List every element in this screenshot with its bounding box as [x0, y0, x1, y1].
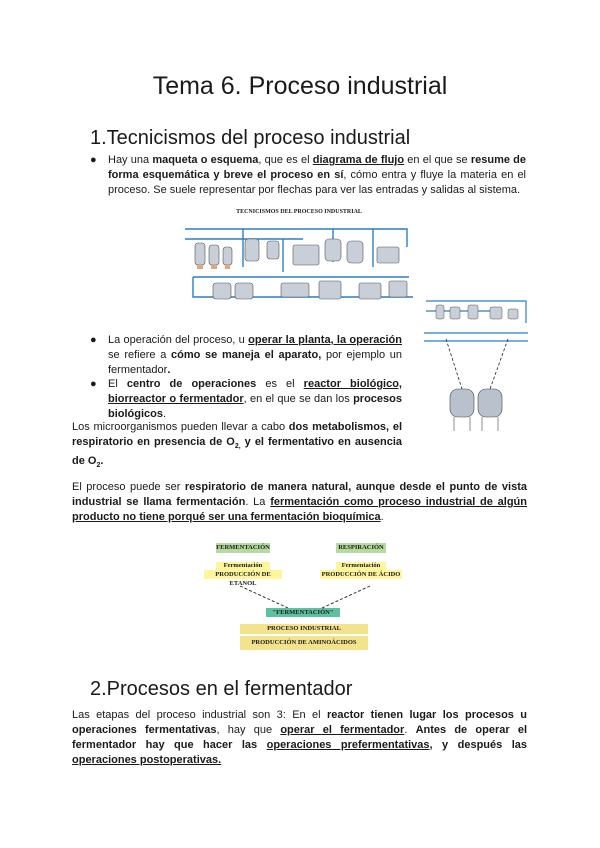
label-proceso-industrial: PROCESO INDUSTRIAL — [240, 624, 368, 634]
bullet-3: ● El centro de operaciones es el reactor biológico, biorreactor o fermentador, en el que se dan los procesos biológicos. — [90, 378, 402, 420]
label-fermentacion: FERMENTACIÓN — [216, 544, 270, 551]
page-title: Tema 6. Proceso industrial — [152, 72, 448, 100]
paragraph-fermentation: El proceso puede ser respiratorio de manera natural, aunque desde el punto de vista industrial se llama fermentación. La fermentación como proceso industrial de algún producto no tiene porqué ser una fermentación bioquímica. — [72, 481, 527, 523]
label-fermentacion-right: Fermentación — [336, 562, 386, 570]
process-flow-diagram — [183, 208, 415, 316]
bullet-dot: ● — [90, 154, 97, 166]
paragraph-etapas: Las etapas del proceso industrial son 3: En el reactor tienen lugar los procesos u operaciones fermentativas, hay que operar el fermentador. Antes de operar el fermentador hay que hacer las operaciones prefermentativas, y después las operaciones postoperativas. — [72, 709, 528, 766]
label-respiracion: RESPIRACIÓN — [336, 543, 386, 553]
label-fermentacion-left: Fermentación — [216, 562, 270, 570]
bullet-2: ● La operación del proceso, u operar la planta, la operación se refiere a cómo se maneja el aparato, por ejemplo un fermentador. — [90, 334, 402, 376]
bullet-dot: ● — [90, 334, 97, 346]
label-produccion-etanol: PRODUCCIÓN DE ETANOL — [204, 570, 282, 579]
flow-diagram-illustration — [183, 217, 415, 317]
bullet-1: ● Hay una maqueta o esquema, que es el diagrama de flujo en el que se resume de forma esquemática y breve el proceso en sí, cómo entra y fluye la materia en el proceso. Se suele representar por flechas para ver las entradas y salidas al sistema. — [90, 154, 527, 196]
label-produccion-acido: PRODUCCIÓN DE ÁCIDO — [321, 571, 401, 578]
fermenter-detail-illustration — [420, 293, 530, 438]
fermenter-tanks-svg — [420, 293, 530, 438]
fermentation-concept-diagram — [200, 538, 410, 656]
paragraph-metabolisms: Los microorganismos pueden llevar a cabo dos metabolismos, el respiratorio en presencia de $O_{2,}$ y el fermentativo en ausencia de $O_2$. — [72, 421, 402, 470]
bullet-dot: ● — [90, 378, 97, 390]
label-fermentacion-quoted: "FERMENTACIÓN" — [266, 608, 340, 617]
section-2-heading: 2.Procesos en el fermentador — [90, 678, 353, 700]
figure-caption: TECNICISMOS DEL PROCESO INDUSTRIAL — [236, 209, 362, 215]
label-produccion-aminoacidos: PRODUCCIÓN DE AMINOÁCIDOS — [240, 636, 368, 650]
section-1-heading: 1.Tecnicismos del proceso industrial — [90, 127, 411, 149]
